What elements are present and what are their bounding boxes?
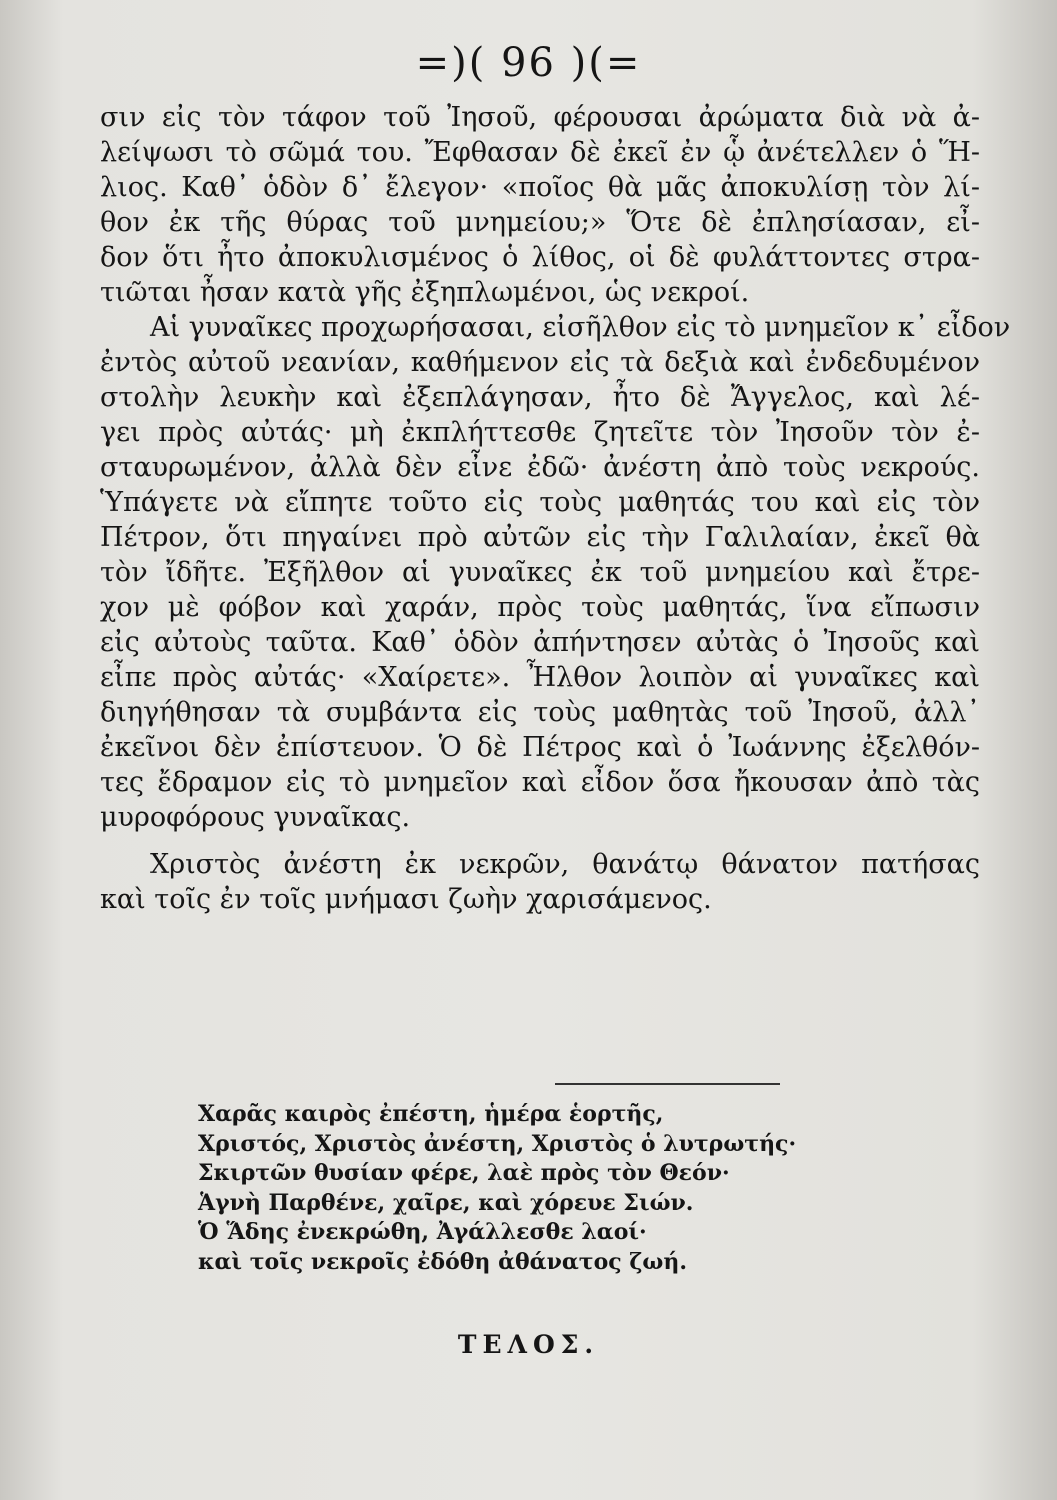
- verse-line: καὶ τοῖς νεκροῖς ἐδόθη ἀθάνατος ζωή.: [198, 1248, 687, 1275]
- text-line: μυροφόρους γυναῖκας.: [100, 802, 411, 833]
- verse-line: Χαρᾶς καιρὸς ἐπέστη, ἡμέρα ἑορτῆς,: [198, 1101, 664, 1127]
- text-line: Αἱ γυναῖκες προχωρήσασαι, εἰσῆλθον εἰς τὸ μνημεῖον κ᾽ εἶδον: [150, 312, 1011, 343]
- hymn-line: Χριστὸς ἀνέστη ἐκ νεκρῶν, θανάτῳ θάνατον πατήσας: [150, 849, 980, 880]
- text-line: τὸν ἴδῆτε. Ἐξῆλθον αἱ γυναῖκες ἐκ τοῦ μνημείου καὶ ἔτρε-: [100, 557, 980, 588]
- text-line: σταυρωμένον, ἀλλὰ δὲν εἶνε ἐδῶ· ἀνέστη ἀπὸ τοὺς νεκρούς.: [100, 452, 980, 483]
- text-line: σιν εἰς τὸν τάφον τοῦ Ἰησοῦ, φέρουσαι ἀρώματα διὰ νὰ ἀ-: [100, 102, 980, 133]
- text-line: γει πρὸς αὐτάς· μὴ ἐκπλήττεσθε ζητεῖτε τὸν Ἰησοῦν τὸν ἐ-: [100, 417, 980, 448]
- text-line: τες ἔδραμον εἰς τὸ μνημεῖον καὶ εἶδον ὅσα ἤκουσαν ἀπὸ τὰς: [100, 767, 980, 798]
- text-line: δον ὅτι ἦτο ἀποκυλισμένος ὁ λίθος, οἱ δὲ φυλάττοντες στρα-: [100, 242, 980, 273]
- verse-line: Σκιρτῶν θυσίαν φέρε, λαὲ πρὸς τὸν Θεόν·: [198, 1160, 730, 1186]
- text-line: Ὑπάγετε νὰ εἴπητε τοῦτο εἰς τοὺς μαθητάς του καὶ εἰς τὸν: [100, 487, 980, 518]
- verse-line: Χριστός, Χριστὸς ἀνέστη, Χριστὸς ὁ λυτρωτής·: [198, 1130, 797, 1157]
- text-line: χον μὲ φόβον καὶ χαράν, πρὸς τοὺς μαθητάς, ἵνα εἴπωσιν: [100, 592, 980, 623]
- verse-block: [198, 1100, 818, 1277]
- text-line: λείψωσι τὸ σῶμά του. Ἔφθασαν δὲ ἐκεῖ ἐν ᾧ ἀνέτελλεν ὁ Ἥ-: [100, 137, 980, 168]
- page-number-header: =)( 96 )(=: [415, 40, 642, 86]
- verse-line: Ἁγνὴ Παρθένε, χαῖρε, καὶ χόρευε Σιών.: [198, 1189, 694, 1216]
- text-line: διηγήθησαν τὰ συμβάντα εἰς τοὺς μαθητὰς τοῦ Ἰησοῦ, ἀλλ᾽: [100, 697, 980, 728]
- text-line: στολὴν λευκὴν καὶ ἐξεπλάγησαν, ἦτο δὲ Ἄγγελος, καὶ λέ-: [100, 382, 980, 413]
- text-line: ἐντὸς αὐτοῦ νεανίαν, καθήμενον εἰς τὰ δεξιὰ καὶ ἐνδεδυμένον: [100, 347, 980, 378]
- section-divider: [555, 1083, 780, 1085]
- text-line: τιῶται ἦσαν κατὰ γῆς ἐξηπλωμένοι, ὡς νεκροί.: [100, 277, 750, 308]
- text-line: θον ἐκ τῆς θύρας τοῦ μνημείου;» Ὅτε δὲ ἐπλησίασαν, εἶ-: [100, 207, 980, 238]
- end-label: ΤΕΛΟΣ.: [457, 1330, 600, 1359]
- text-line: εἰς αὐτοὺς ταῦτα. Καθ᾽ ὁδὸν ἀπήντησεν αὐτὰς ὁ Ἰησοῦς καὶ: [100, 627, 980, 658]
- text-line: ἐκεῖνοι δὲν ἐπίστευον. Ὁ δὲ Πέτρος καὶ ὁ Ἰωάννης ἐξελθόν-: [100, 732, 980, 763]
- text-line: εἶπε πρὸς αὐτάς· «Χαίρετε». Ἦλθον λοιπὸν αἱ γυναῖκες καὶ: [100, 662, 980, 693]
- verse-line: Ὁ Ἅδης ἐνεκρώθη, Ἀγάλλεσθε λαοί·: [198, 1219, 647, 1245]
- hymn-line: καὶ τοῖς ἐν τοῖς μνήμασι ζωὴν χαρισάμενος.: [100, 884, 712, 915]
- body-text: [100, 100, 1011, 917]
- text-line: λιος. Καθ᾽ ὁδὸν δ᾽ ἔλεγον· «ποῖος θὰ μᾶς ἀποκυλίσῃ τὸν λί-: [100, 172, 980, 203]
- text-line: Πέτρον, ὅτι πηγαίνει πρὸ αὐτῶν εἰς τὴν Γαλιλαίαν, ἐκεῖ θὰ: [100, 522, 980, 553]
- paragraph-gap: [100, 835, 980, 847]
